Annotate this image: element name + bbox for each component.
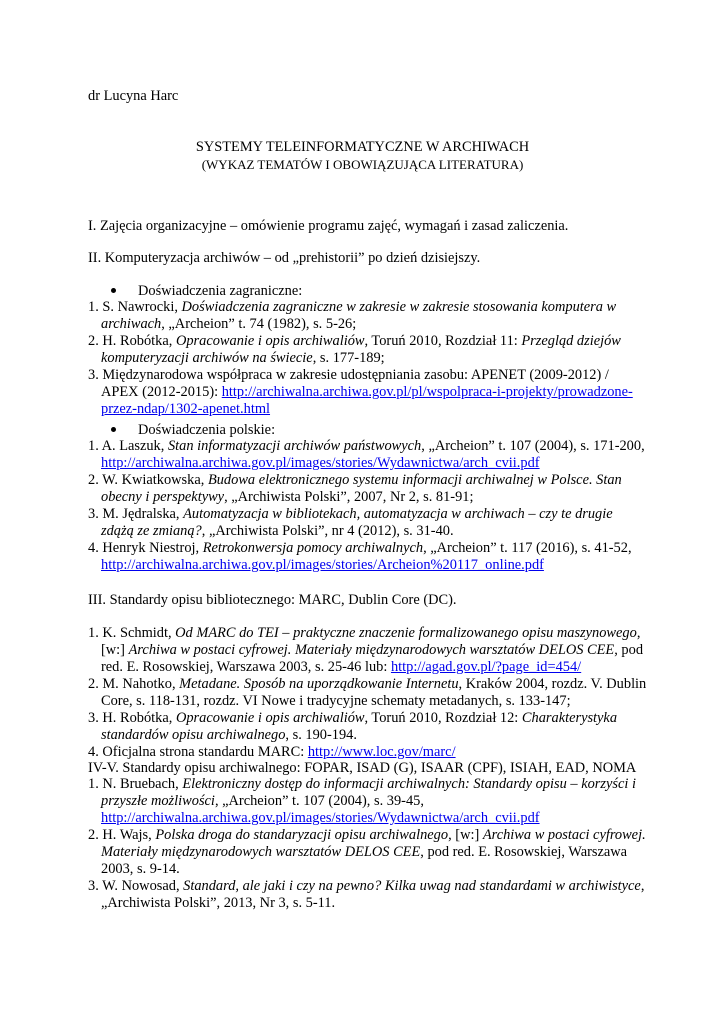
reference-author: W. Nowosad, [102, 878, 184, 894]
bullet-foreign-label: Doświadczenia zagraniczne: [138, 283, 303, 299]
reference-author: N. Bruebach, [102, 776, 183, 792]
reference-number: 1. [88, 299, 103, 315]
reference-details: , „Archiwista Polski”, nr 4 (2012), s. 31-40. [201, 523, 454, 539]
reference-number: 2. [88, 333, 103, 349]
reference-number: 1. [88, 776, 103, 792]
reference-number: 1. [88, 625, 103, 641]
bullet-polish-label: Doświadczenia polskie: [138, 422, 276, 438]
reference-details: , „Archeion” t. 107 (2004), s. 171-200, [421, 438, 645, 454]
marc-references-list [88, 625, 648, 761]
reference-author: M. Jędralska, [102, 506, 184, 522]
reference-details: , s. 177-189; [312, 350, 385, 366]
polish-references-list [88, 438, 648, 574]
reference-title: Stan informatyzacji archiwów państwowych [167, 438, 422, 454]
reference-details: , pod red. E. Rosowskiej, Warszawa 2003, s. 9-14. [101, 844, 628, 877]
document-subtitle: (WYKAZ TEMATÓW I OBOWIĄZUJĄCA LITERATURA) [201, 157, 524, 172]
reference-item [88, 676, 648, 710]
reference-link[interactable]: http://archiwalna.archiwa.gov.pl/pl/wspolpraca-i-projekty/prowadzone-przez-ndap/1302-apenet.html [101, 384, 633, 417]
reference-author: K. Schmidt, [102, 625, 176, 641]
reference-item [88, 625, 648, 676]
reference-details: , „Archeion” t. 107 (2004), s. 39-45, [214, 793, 424, 809]
reference-title: Polska droga do standaryzacji opisu archiwalnego [155, 827, 449, 843]
reference-item [88, 333, 648, 367]
bullet-icon [111, 427, 116, 432]
reference-subtitle: Archiwa w postaci cyfrowej. Materiały międzynarodowych warsztatów DELOS CEE [101, 827, 646, 860]
title-block [0, 139, 725, 173]
reference-author: Henryk Niestroj, [102, 540, 203, 556]
reference-author: S. Nawrocki, [102, 299, 182, 315]
reference-title: Opracowanie i opis archiwaliów [175, 333, 365, 349]
reference-number: 3. [88, 367, 103, 383]
reference-author: H. Robótka, [102, 710, 176, 726]
reference-author: W. Kwiatkowska, [102, 472, 208, 488]
reference-number: 2. [88, 472, 103, 488]
section-4-5-heading: IV-V. Standardy opisu archiwalnego: FOPAR, ISAD (G), ISAAR (CPF), ISIAH, EAD, NOMA [88, 760, 637, 776]
reference-number: 2. [88, 827, 103, 843]
author-name: dr Lucyna Harc [88, 88, 179, 104]
reference-subtitle: Archiwa w postaci cyfrowej. Materiały międzynarodowych warsztatów DELOS CEE [128, 642, 615, 658]
reference-link[interactable]: http://agad.gov.pl/?page_id=454/ [390, 659, 582, 675]
reference-details: , Kraków 2004, rozdz. V. Dublin Core, s. 118-131, rozdz. VI Nowe i tradycyjne schematy metadanych, s. 133-147; [101, 676, 647, 709]
reference-item [88, 776, 648, 827]
reference-details: , „Archeion” t. 117 (2016), s. 41-52, [423, 540, 632, 556]
reference-item [88, 367, 648, 418]
section-2-heading: II. Komputeryzacja archiwów – od „prehistorii” po dzień dzisiejszy. [88, 250, 481, 266]
reference-title: Elektroniczny dostęp do informacji archiwalnych: Standardy opisu – korzyści i przyszłe możliwości [101, 776, 636, 809]
reference-item [88, 827, 648, 878]
reference-item [88, 540, 648, 574]
reference-number: 2. [88, 676, 103, 692]
bullet-foreign [111, 283, 302, 300]
reference-number: 3. [88, 506, 103, 522]
reference-number: 3. [88, 878, 103, 894]
reference-link[interactable]: http://www.loc.gov/marc/ [307, 744, 456, 760]
reference-number: 3. [88, 710, 103, 726]
reference-details: , Toruń 2010, Rozdział 12: [364, 710, 522, 726]
reference-title: Doświadczenia zagraniczne w zakresie w zakresie stosowania komputera w archiwach [101, 299, 617, 332]
section-1-heading: I. Zajęcia organizacyjne – omówienie programu zajęć, wymagań i zasad zaliczenia. [88, 218, 569, 234]
reference-details: , pod red. E. Rosowskiej, Warszawa 2003, s. 25-46 lub: [101, 642, 644, 675]
reference-link[interactable]: http://archiwalna.archiwa.gov.pl/images/stories/Archeion%20117_online.pdf [101, 557, 544, 573]
reference-author: Oficjalna strona standardu MARC: [102, 744, 308, 760]
reference-link[interactable]: http://archiwalna.archiwa.gov.pl/images/stories/Wydawnictwa/arch_cvii.pdf [101, 455, 540, 471]
reference-item [88, 438, 648, 472]
reference-details: , „Archiwista Polski”, 2013, Nr 3, s. 5-11. [101, 878, 645, 911]
reference-subtitle: Przegląd dziejów komputeryzacji archiwów na świecie [101, 333, 621, 366]
reference-details: , s. 190-194. [285, 727, 357, 743]
reference-item [88, 878, 648, 912]
reference-number: 4. [88, 744, 103, 760]
reference-details: , Toruń 2010, Rozdział 11: [364, 333, 522, 349]
reference-item [88, 472, 648, 506]
bullet-polish [111, 422, 275, 439]
reference-number: 1. [88, 438, 102, 454]
reference-title: Opracowanie i opis archiwaliów [175, 710, 365, 726]
reference-details: , [w:] [101, 625, 641, 658]
reference-author: H. Robótka, [102, 333, 176, 349]
reference-title: Od MARC do TEI – praktyczne znaczenie formalizowanego opisu maszynowego [175, 625, 637, 641]
reference-item [88, 506, 648, 540]
reference-number: 4. [88, 540, 103, 556]
reference-author: M. Nahotko, [102, 676, 180, 692]
reference-title: Metadane. Sposób na uporządkowanie Internetu [179, 676, 459, 692]
reference-link[interactable]: http://archiwalna.archiwa.gov.pl/images/stories/Wydawnictwa/arch_cvii.pdf [101, 810, 540, 826]
archival-references-list [88, 776, 648, 912]
foreign-references-list [88, 299, 648, 418]
reference-title: Retrokonwersja pomocy archiwalnych [202, 540, 424, 556]
bullet-icon [111, 288, 116, 293]
reference-subtitle: Charakterystyka standardów opisu archiwalnego [101, 710, 618, 743]
reference-item [88, 299, 648, 333]
section-3-heading: III. Standardy opisu bibliotecznego: MARC, Dublin Core (DC). [88, 592, 457, 608]
reference-author: Międzynarodowa współpraca w zakresie udostępniania zasobu: APENET (2009-2012) / APEX (2012-2015): [101, 367, 609, 400]
reference-item [88, 710, 648, 744]
document-title: SYSTEMY TELEINFORMATYCZNE W ARCHIWACH [195, 139, 530, 155]
reference-title: Standard, ale jaki i czy na pewno? Kilka uwag nad standardami w archiwistyce [183, 878, 641, 894]
reference-details: , „Archiwista Polski”, 2007, Nr 2, s. 81-91; [224, 489, 474, 505]
reference-item [88, 744, 648, 761]
reference-details: , „Archeion” t. 74 (1982), s. 5-26; [161, 316, 357, 332]
reference-author: H. Wajs, [102, 827, 156, 843]
reference-details: , [w:] [448, 827, 483, 843]
reference-author: A. Laszuk, [101, 438, 168, 454]
reference-title: Automatyzacja w bibliotekach, automatyzacja w archiwach – czy te drugie zdążą ze zmianą? [101, 506, 613, 539]
reference-title: Budowa elektronicznego systemu informacji archiwalnej w Polsce. Stan obecny i perspektywy [101, 472, 622, 505]
